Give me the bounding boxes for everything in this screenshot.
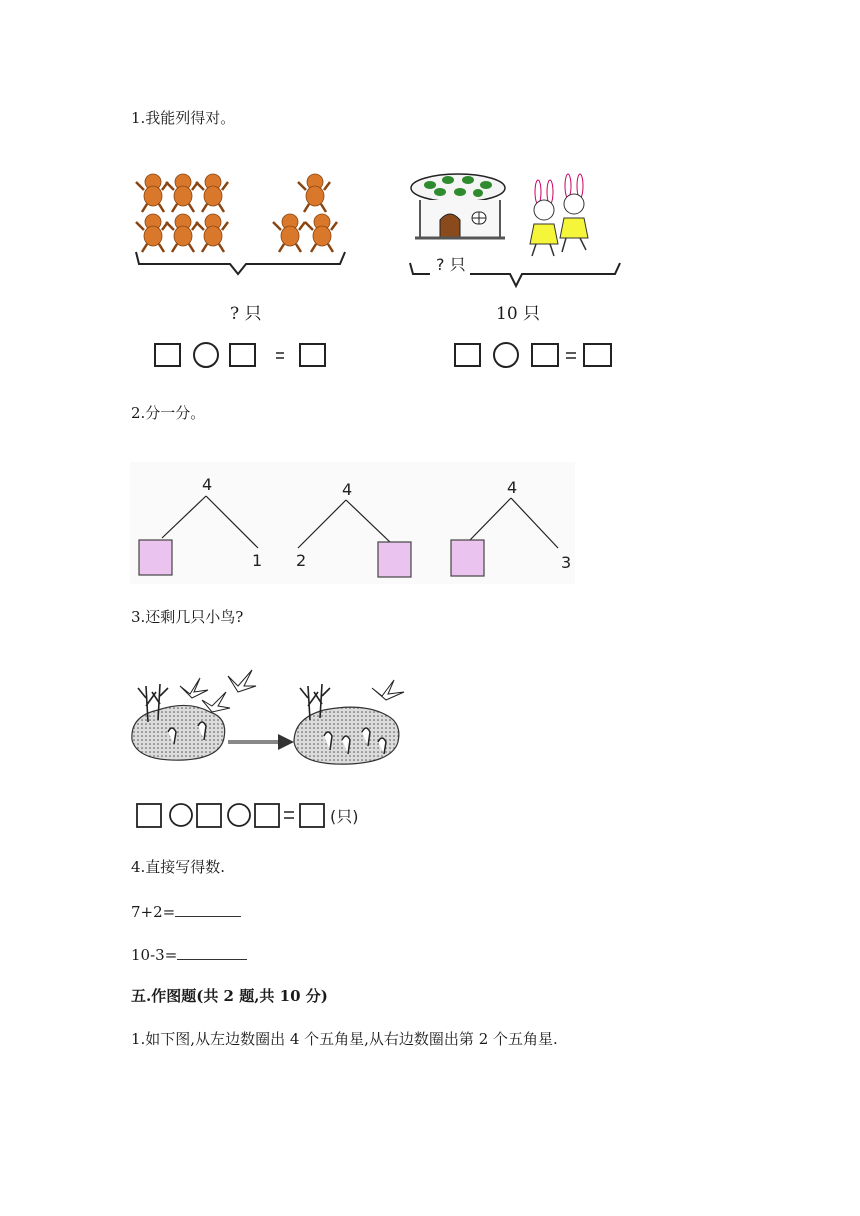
- q1-left-equation[interactable]: [150, 340, 340, 370]
- rabbit-icon-group: [530, 174, 588, 256]
- bird-icon: [372, 680, 404, 700]
- rabbit-icon: [530, 180, 558, 256]
- monkey-icon: [136, 214, 168, 252]
- monkey-icon: [305, 214, 337, 252]
- q3-equation[interactable]: [133, 799, 413, 831]
- left-label: ? 只: [230, 304, 262, 324]
- right-top-brace: [410, 263, 430, 274]
- q3-figure: [128, 662, 418, 772]
- tree-top: 4: [342, 480, 353, 499]
- unit-label: (只): [330, 807, 359, 826]
- q2-figure: [130, 462, 575, 584]
- q4-text: 4.直接写得数.: [131, 858, 226, 876]
- answer-box[interactable]: [584, 344, 611, 366]
- expression: 10-3=: [131, 946, 178, 964]
- tree-top: 4: [507, 478, 518, 497]
- section5-q1-text: 1.如下图,从左边数圈出 4 个五角星,从右边数圈出第 2 个五角星.: [131, 1030, 558, 1048]
- tree-right: 1: [252, 551, 263, 570]
- right-brace: [470, 263, 620, 286]
- operator-circle[interactable]: [170, 804, 192, 826]
- q4-item-1[interactable]: [131, 902, 241, 921]
- answer-box[interactable]: [139, 540, 172, 575]
- answer-box[interactable]: [230, 344, 255, 366]
- mushroom-house-icon: [411, 174, 505, 238]
- monkey-icon: [166, 174, 198, 212]
- rabbit-icon: [560, 174, 588, 252]
- answer-blank[interactable]: [177, 945, 247, 960]
- bird-icon: [180, 678, 208, 698]
- bird-icon: [202, 692, 230, 712]
- expression: 7+2=: [131, 903, 176, 921]
- answer-box[interactable]: [455, 344, 480, 366]
- answer-box[interactable]: [137, 804, 161, 827]
- answer-box[interactable]: [300, 344, 325, 366]
- q1-right-equation[interactable]: [450, 340, 620, 370]
- monkey-icon: [136, 174, 168, 212]
- monkey-icon-group-1: [136, 174, 228, 252]
- operator-circle[interactable]: [194, 343, 218, 367]
- answer-box[interactable]: [255, 804, 279, 827]
- right-top-label: ? 只: [436, 255, 466, 274]
- pond-left: [132, 705, 225, 760]
- tree-top: 4: [202, 475, 213, 494]
- monkey-icon: [196, 174, 228, 212]
- section-heading: 五.作图题(共 2 题,共 10 分): [131, 987, 328, 1005]
- monkey-icon: [298, 174, 330, 212]
- q2-text: 2.分一分。: [131, 404, 206, 422]
- monkey-icon: [273, 214, 305, 252]
- monkey-icon: [166, 214, 198, 252]
- tree-right: 3: [561, 553, 572, 572]
- bird-icon: [228, 670, 256, 692]
- q1-text: 1.我能列得对。: [131, 109, 236, 127]
- answer-blank[interactable]: [175, 902, 241, 917]
- answer-box[interactable]: [451, 540, 484, 576]
- q3-text: 3.还剩几只小鸟?: [131, 608, 244, 626]
- answer-box[interactable]: [532, 344, 558, 366]
- answer-box[interactable]: [155, 344, 180, 366]
- answer-box[interactable]: [197, 804, 221, 827]
- answer-box[interactable]: [300, 804, 324, 827]
- answer-box[interactable]: [378, 542, 411, 577]
- left-brace: [136, 252, 345, 274]
- operator-circle[interactable]: [494, 343, 518, 367]
- monkey-icon-group-2: [273, 174, 337, 252]
- right-label: 10 只: [496, 304, 541, 324]
- q4-item-2[interactable]: [131, 945, 247, 964]
- monkey-icon: [196, 214, 228, 252]
- tree-left: 2: [296, 551, 307, 570]
- operator-circle[interactable]: [228, 804, 250, 826]
